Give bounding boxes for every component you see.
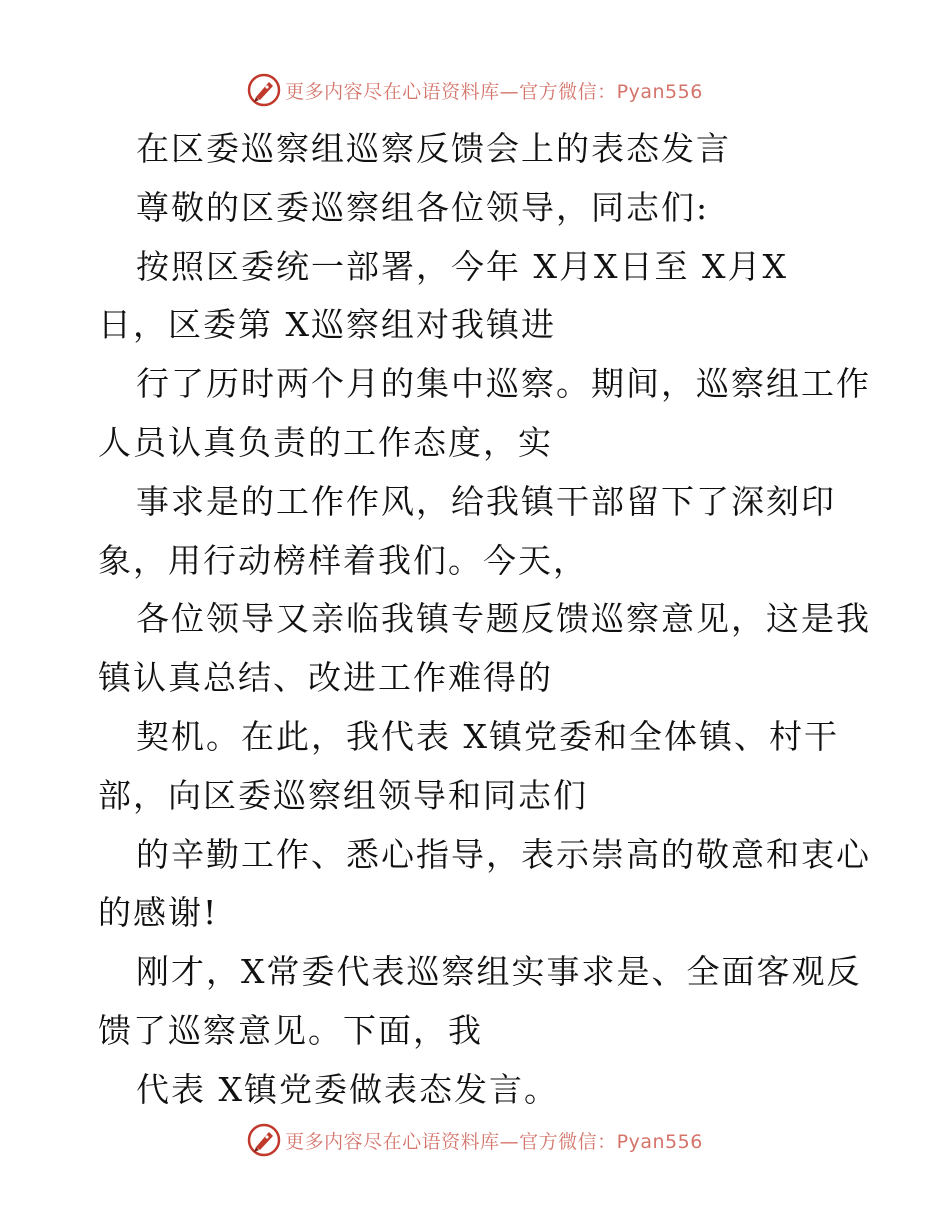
text-line: 的感谢! bbox=[98, 893, 219, 933]
text-line: 按照区委统一部署，今年 X月X日至 X月X bbox=[136, 246, 788, 286]
watermark-text: 更多内容尽在心语资料库—官方微信：Pyan556 bbox=[285, 1130, 703, 1153]
header-watermark bbox=[0, 70, 950, 110]
text-line: 馈了巡察意见。下面，我 bbox=[98, 1010, 483, 1050]
text-line: 的辛勤工作、悉心指导，表示崇高的敬意和衷心 bbox=[136, 834, 871, 874]
pen-nib-logo-icon bbox=[247, 1123, 281, 1157]
text-line: 刚才，X常委代表巡察组实事求是、全面客观反 bbox=[136, 952, 862, 992]
text-line: 人员认真负责的工作态度，实 bbox=[98, 422, 553, 462]
text-line: 部，向区委巡察组领导和同志们 bbox=[98, 775, 588, 815]
text-line: 在区委巡察组巡察反馈会上的表态发言 bbox=[136, 129, 731, 168]
text-line: 代表 X镇党委做表态发言。 bbox=[136, 1069, 559, 1109]
watermark-text: 更多内容尽在心语资料库—官方微信：Pyan556 bbox=[285, 80, 703, 103]
text-line: 镇认真总结、改进工作难得的 bbox=[98, 658, 553, 698]
text-line: 象，用行动榜样着我们。今天， bbox=[98, 540, 588, 580]
footer-watermark bbox=[0, 1120, 950, 1160]
text-line: 事求是的工作作风，给我镇干部留下了深刻印 bbox=[136, 481, 836, 521]
text-line: 尊敬的区委巡察组各位领导，同志们: bbox=[136, 187, 710, 227]
pen-nib-logo-icon bbox=[247, 73, 281, 107]
text-line: 各位领导又亲临我镇专题反馈巡察意见，这是我 bbox=[136, 599, 871, 639]
text-line: 行了历时两个月的集中巡察。期间，巡察组工作 bbox=[136, 364, 871, 404]
document-body bbox=[98, 120, 871, 1120]
text-line: 契机。在此，我代表 X镇党委和全体镇、村干 bbox=[136, 716, 839, 756]
text-line: 日，区委第 X巡察组对我镇进 bbox=[98, 305, 556, 345]
